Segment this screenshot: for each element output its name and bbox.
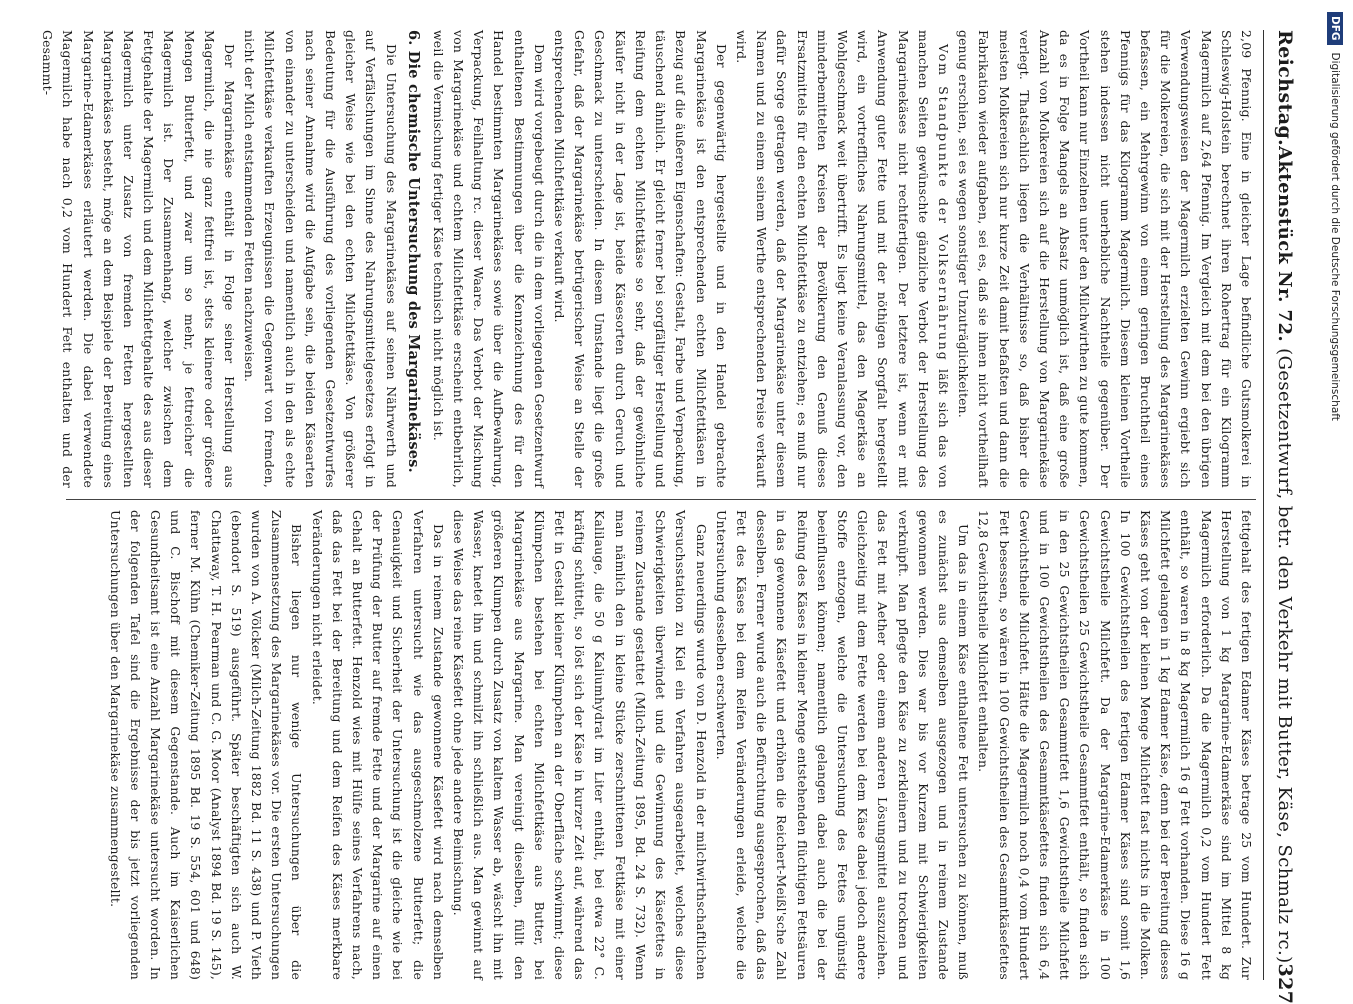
running-header bbox=[1270, 30, 1300, 1004]
paragraph: fettgehalt des fertigen Edamer Käses betrage 25 vom Hundert. Zur Herstellung von 1 kg Margarine-Edamerkäse sind im Mittel 8 kg Magermilch erforderlich. Da die Magermilch 0,2 vom Hundert Fett enthält, so waren in 8 kg Magermilch 16 g Fett vorhanden. Diese 16 g Milchfett gelangen in 1 kg Edamer Käse, denn bei der Bereitung dieses Käses geht von der kleinen Menge Milchfett fast nichts in die Molken. In 100 Gewichtstheilen des fertigen Edamer Käses sind somit 1,6 Gewichtstheile Milchfett. Da der Margarine-Edamerkäse in 100 Gewichtstheilen 25 Gewichtstheile Gesammtfett enthält, so finden sich in den 25 Gewichtstheilen Gesammtfett 1,6 Gewichtstheile Milchfett und in 100 Gewichtstheilen des Gesammtkäsefettes finden sich 6,4 Gewichtstheile Milchfett. Hätte die Magermilch noch 0,4 vom Hundert Fett besessen, so wären in 100 Gewichtstheilen des Gesammtkäsefettes 12,8 Gewichtstheile Milchfett enthalten. bbox=[976, 510, 1254, 980]
text-column-right bbox=[61, 510, 1256, 980]
dfg-logo: DFG bbox=[1327, 12, 1343, 45]
paragraph: Um das in einem Käse enthaltene Fett untersuchen zu können, muß es zunächst aus demselben ausgezogen und in reinem Zustande gewonnen werden. Dies war bis vor Kurzem mit Schwierigkeiten verknüpft. Man pflegte den Käse zu zerkleinern und zu trocknen und das Fett mit Aether oder einem anderen Lösungsmittel auszuziehen. Gleichzeitig mit dem Fette werden bei dem Käse dabei jedoch andere Stoffe entzogen, welche die Untersuchung des Fettes ungünstig beeinflussen können; namentlich gelangen dabei auch die bei der Reifung des Käses in kleiner Menge entstehenden flüchtigen Fettsäuren in das gewonnene Käsefett und erhöhen die Reichert-Meißl'sche Zahl desselben. Ferner wurde auch die Befürchtung ausgesprochen, daß das Fett des Käses bei dem Reifen Veränderungen erleide, welche die Untersuchung desselben erschwerten. bbox=[713, 510, 972, 980]
paragraph: Der gegenwärtig hergestellte und in den Handel gebrachte Margarinekäse ist den entsprechenden echten Milchfettkäsen in Bezug auf die äußeren Eigenschaften: Gestalt, Farbe und Verpackung, täuschend ähnlich. Er gleicht ferner bei sorgfältiger Herstellung und Reifung dem echten Milchfettkäse so sehr, daß der gewöhnliche Käufer nicht in der Lage ist, beide Käsesorten durch Geruch und Geschmack zu unterscheiden. In diesem Umstande liegt die große Gefahr, daß der Margarinekäse betrügerischer Weise an Stelle der entsprechenden Milchfettkäse verkauft wird. bbox=[552, 30, 729, 488]
header-title bbox=[1275, 146, 1296, 963]
text-column-left bbox=[40, 30, 1256, 488]
paragraph: Dem wird vorgebeugt durch die in dem vorliegenden Gesetzentwurf enthaltenen Bestimmungen über die Kennzeichnung des für den Handel bestimmten Margarinekäses sowie über die Aufbewahrung, Verpackung, Feilhaltung rc. dieser Waare. Das Verbot der Mischung von Margarinekäse und echtem Milchfettkäse erscheint entbehrlich, weil die Vermischung fertiger Käse technisch nicht möglich ist. bbox=[430, 30, 547, 488]
spaced-phrase: Vom Standpunkte der Volksernährung bbox=[935, 44, 951, 362]
paragraph-text: läßt sich das von manchen Seiten gewünschte gänzliche Verbot der Herstellung des Margarinekäses nicht rechtfertigen. Der letztere ist, wenn er mit Anwendung guter Fette und mit der nöthigen Sorgfalt hergestellt wird, ein vortreffliches Nahrungsmittel, das den Magerkäse an Wohlgeschmack weit übertrifft. Es liegt keine Veranlassung vor, den minderbemittelten Kreisen der Bevölkerung den Genuß dieses Ersatzmittels für den echten Milchfettkäse zu entziehen; es muß nur dafür Sorge getragen werden, daß der Margarinekäse unter diesem Namen und zu einem seinem Werthe entsprechenden Preise verkauft wird. bbox=[733, 30, 951, 488]
credit-text: Digitalisierung gefördert durch die Deutsche Forschungsgemeinschaft bbox=[1329, 52, 1341, 421]
section-heading: 6. Die chemische Untersuchung des Margarinekäses. bbox=[404, 30, 422, 473]
paragraph bbox=[731, 30, 953, 488]
paragraph: Ganz neuerdings wurde von D. Henzold in der milchwirthschaftlichen Versuchsstation zu Kiel ein Verfahren ausgearbeitet, welches diese Schwierigkeiten überwindet und die Gewinnung des Käsefettes in reinem Zustande gestattet (Milch-Zeitung 1895, Bd. 24 S. 732). Wenn man nämlich den in kleine Stücke zerschnittenen Fettkäse mit einer Kalilauge, die 50 g Kaliumhydrat im Liter enthält, bei etwa 22° C. kräftig schüttelt, so löst sich der Käse in kurzer Zeit auf, während das Fett in Gestalt kleiner Klümpchen an der Oberfläche schwimmt; diese Klümpchen bestehen bei echten Milchfettkäse aus Butter, bei Margarinekäse aus Margarine. Man vereinigt dieselben, füllt den größeren Klumpen durch Zusatz von kaltem Wasser ab, wäscht ihn mit Wasser, knetet ihn und schmilzt ihn schließlich aus. Man gewinnt auf diese Weise das reine Käsefett ohne jede andere Beimischung. bbox=[451, 510, 709, 980]
rotated-page-content bbox=[40, 30, 1300, 1004]
paragraph: Der Margarinekäse enthält in Folge seiner Herstellung aus Magermilch, die nie ganz fettfrei ist, stets kleinere oder größere Mengen Butterfett, und zwar um so mehr, je fettreicher die Magermilch ist. Der Zusammenhang, welcher zwischen dem Fettgehalte der Magermilch und dem Milchfettgehalte des aus dieser Magermilch unter Zusatz von fremden Fetten hergestellten Margarinekäses besteht, möge an dem Beispiele der Bereitung eines Margarine-Edamerkäses erläutert werden. Die dabei verwendete Magermilch habe nach 0,2 vom Hundert Fett enthalten und der Gesammt- bbox=[40, 30, 238, 488]
header-left: Reichstag. bbox=[1274, 30, 1296, 147]
paragraph: 2,09 Pfennig. Eine in gleicher Lage befindliche Gutsmolkerei in Schleswig-Holstein berechnet ihren Rohertrag für ein Kilogramm Magermilch auf 2,64 Pfennig. Im Vergleich mit dem bei den übrigen Verwendungsweisen der Magermilch erzielten Gewinn ergiebt sich für die Molkereien, die sich mit der Herstellung des Margarinekäses befassen, ein Mehrgewinn von einem geringen Bruchtheil eines Pfennigs für das Kilogramm Magermilch. Diesem kleinen Vortheile stehen indessen nicht unerhebliche Nachtheile gegenüber. Der Vortheil kann nur Einzelnen unter den Milchwirthen zu gute kommen, da es in Folge Mangels an Absatz unmöglich ist, daß eine große Anzahl von Molkereien sich auf die Herstellung von Margarinekäse verlegt. Thatsächlich liegen die Verhältnisse so, daß bisher die meisten Molkereien sich nur kurze Zeit damit befaßten und dann die Fabrikation wieder aufgaben, sei es, daß sie ihnen nicht vortheilhaft genug erschien, sei es wegen sonstiger Unzuträglichkeiten. bbox=[956, 30, 1254, 488]
credit-text-rotated bbox=[1325, 12, 1345, 992]
page-number: 327 bbox=[1274, 963, 1296, 1004]
paragraph: Das in reinem Zustande gewonnene Käsefett wird nach demselben Verfahren untersucht wie das ausgeschmolzene Butterfett; die Genauigkeit und Sicherheit der Untersuchung ist die gleiche wie bei der Prüfung der Butter auf fremde Fette und der Margarine auf einen Gehalt an Butterfett. Henzold wies mit Hülfe seines Verfahrens nach, daß das Fett bei der Bereitung und dem Reifen des Käses merkbare Veränderungen nicht erleidet. bbox=[309, 510, 446, 980]
paragraph: Bisher liegen nur wenige Untersuchungen über die Zusammensetzung des Margarinekäses vor. Die ersten Untersuchungen wurden von A. Völcker (Milch-Zeitung 1882 Bd. 11 S. 438) und P. Vieth (ebendort S. 519) ausgeführt. Später beschäftigten sich auch W. Chattaway, T. H. Pearman und C. G. Moor (Analyst 1894 Bd. 19 S. 145), ferner M. Kühn (Chemiker-Zeitung 1895 Bd. 19 S. 554, 601 und 648) und C. Bischoff mit diesem Gegenstande. Auch im Kaiserlichen Gesundheitsamt ist eine Anzahl Margarinekäse untersucht worden. In der folgenden Tafel sind die Ergebnisse der bis jetzt vorliegenden Untersuchungen über den Margarinekäse zusammengestellt. bbox=[107, 510, 305, 980]
paragraph: Die Untersuchung des Margarinekäses auf seinen Nährwerth und auf Verfälschungen im Sinne des Nahrungsmittelgesetzes erfolgt in gleicher Weise wie bei den echten Milchfettkäse. Von größerer Bedeutung für die Ausführung des vorliegenden Gesetzentwurfes nach seiner Annahme wird die Aufgabe sein, die beiden Käsearten von einander zu unterscheiden und namentlich auch in den als echte Milchfettkäse verkauften Erzeugnissen die Gegenwart von fremden, nicht der Milch entstammenden Fetten nachzuweisen. bbox=[242, 30, 399, 488]
header-rule bbox=[1263, 30, 1264, 980]
header-document-number: Aktenstück Nr. 72. bbox=[1274, 146, 1296, 343]
scanned-page bbox=[40, 30, 1300, 1004]
column-divider bbox=[66, 499, 1256, 500]
header-subject: (Gesetzentwurf, betr. den Verkehr mit Butter, Käse, Schmalz rc.) bbox=[1274, 348, 1296, 964]
digitization-credit bbox=[1325, 12, 1345, 992]
